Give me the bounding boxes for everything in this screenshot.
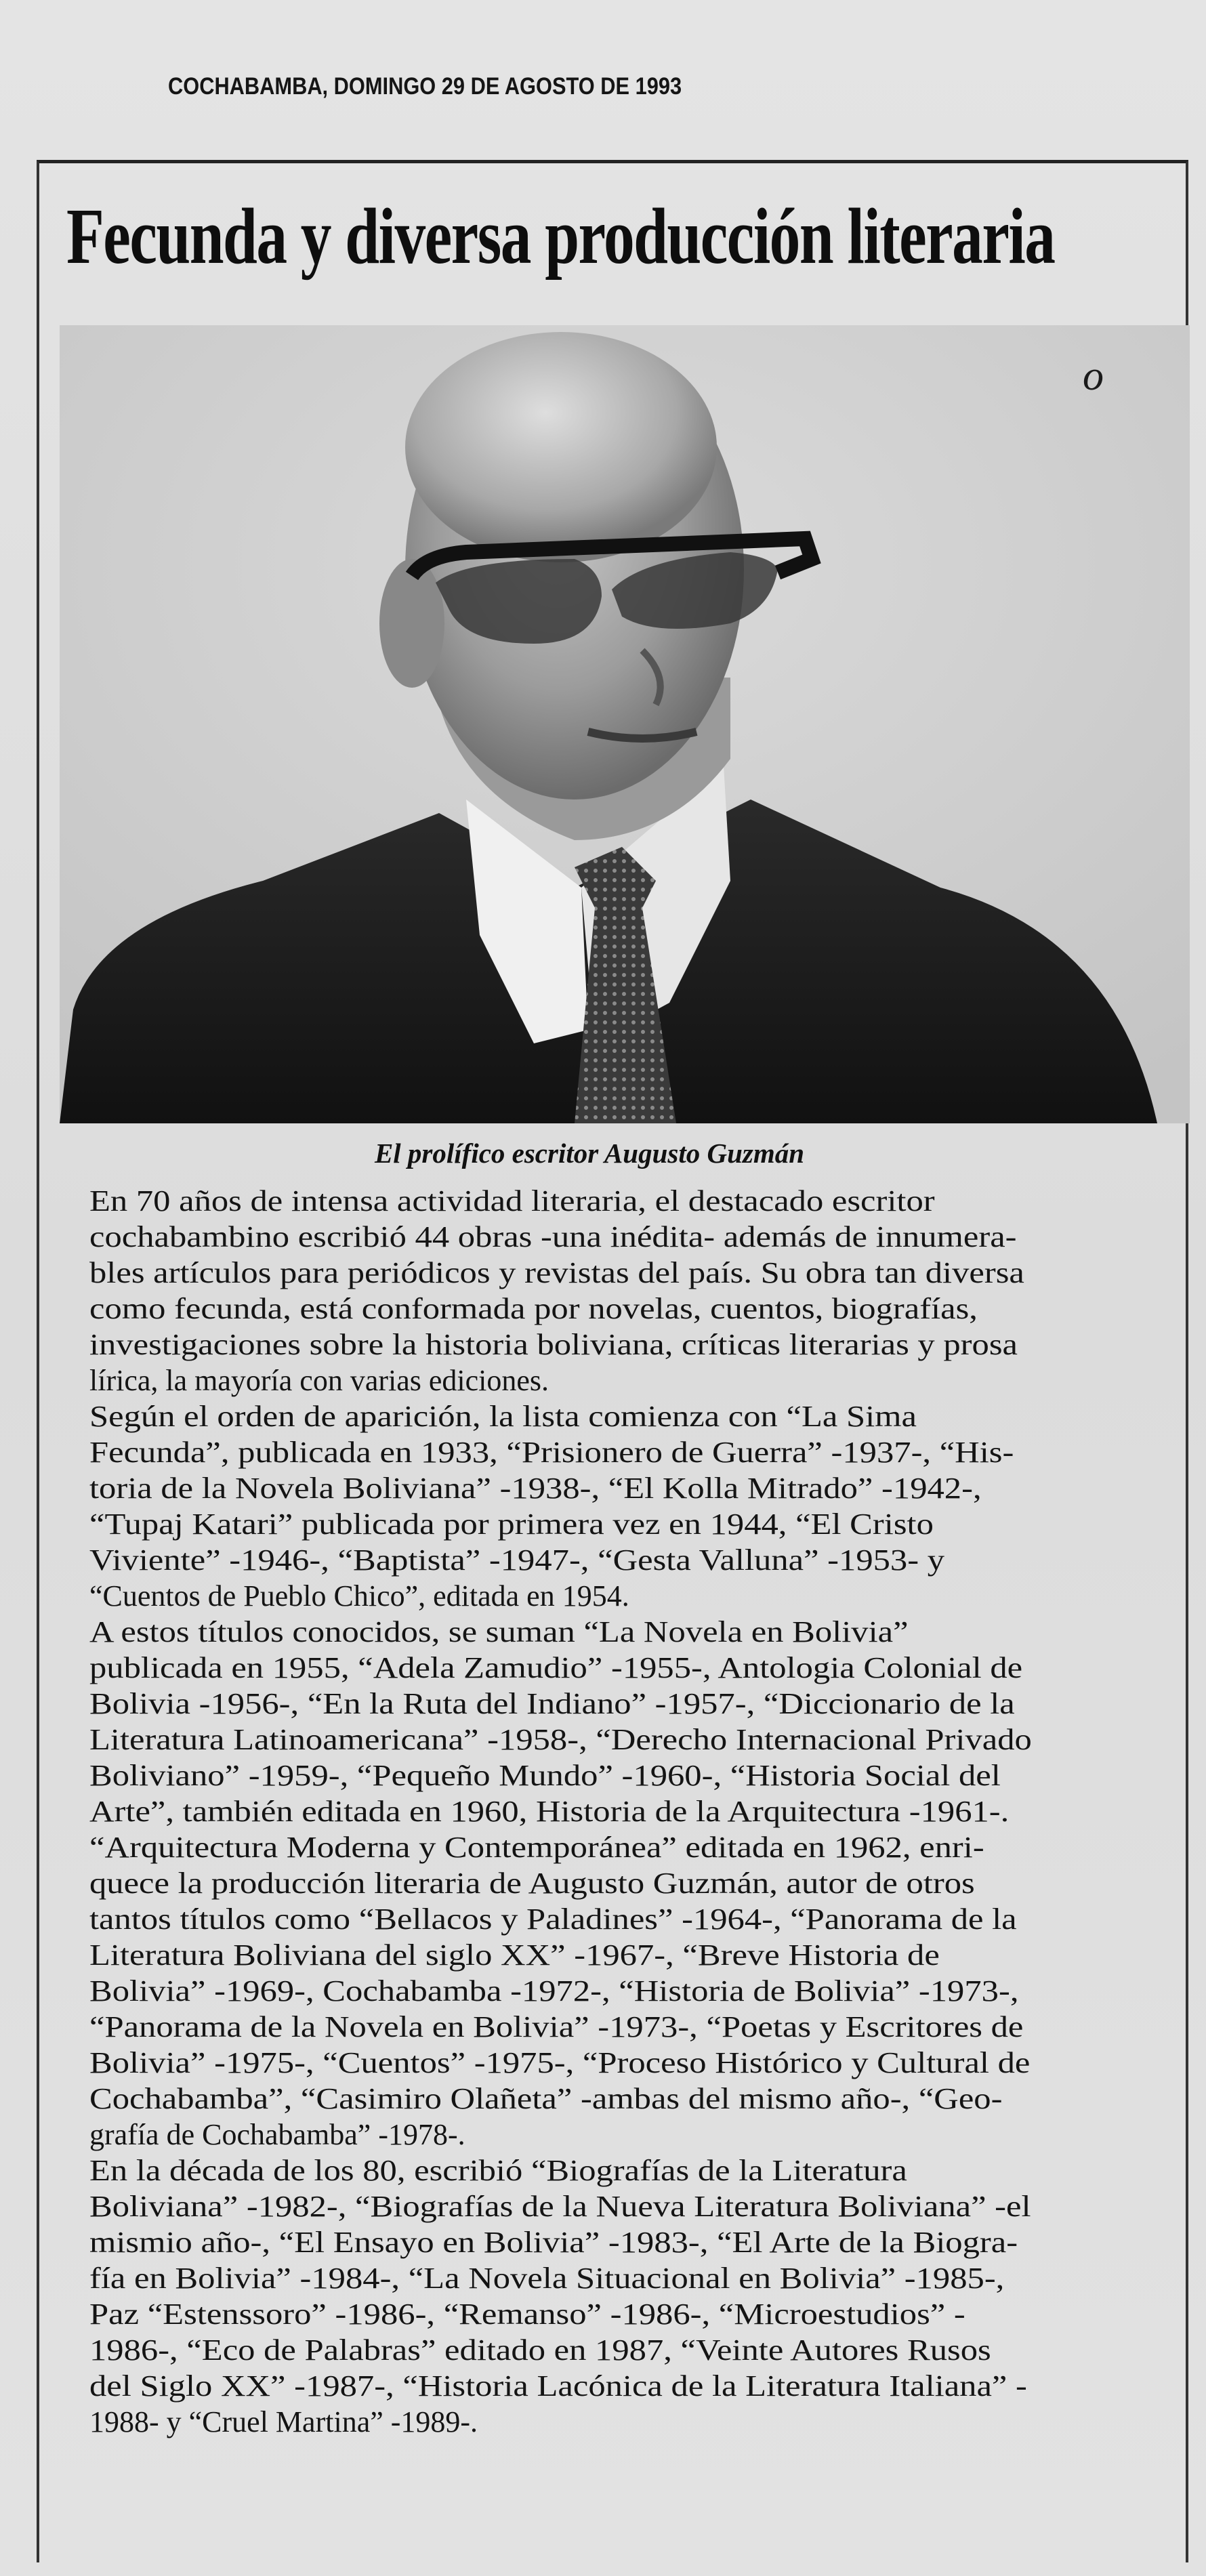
article-line: Bolivia -1956-, “En la Ruta del Indiano” -1957-, “Diccionario de la	[89, 1687, 1015, 1720]
article-line: investigaciones sobre la historia boliviana, críticas literarias y prosa	[89, 1328, 1018, 1361]
article-line: Bolivia” -1969-, Cochabamba -1972-, “Historia de Bolivia” -1973-,	[89, 1974, 1019, 2008]
article-line: cochabambino escribió 44 obras -una inédita- además de innumera-	[89, 1220, 1017, 1253]
article-line: publicada en 1955, “Adela Zamudio” -1955-, Antologia Colonial de	[89, 1651, 1023, 1684]
article-line: 1988- y “Cruel Martina” -1989-.	[89, 2405, 478, 2438]
article-line: mismio año-, “El Ensayo en Bolivia” -1983-, “El Arte de la Biogra-	[89, 2226, 1018, 2259]
article-line: quece la producción literaria de Augusto Guzmán, autor de otros	[89, 1867, 975, 1900]
article-body	[89, 1183, 1206, 2440]
article-line: Boliviana” -1982-, “Biografías de la Nueva Literatura Boliviana” -el	[89, 2190, 1031, 2223]
article-line: como fecunda, está conformada por novelas, cuentos, biografías,	[89, 1292, 978, 1325]
article-line: 1986-, “Eco de Palabras” editado en 1987, “Veinte Autores Rusos	[89, 2333, 991, 2367]
article-line: Bolivia” -1975-, “Cuentos” -1975-, “Proceso Histórico y Cultural de	[89, 2046, 1031, 2079]
article-line: del Siglo XX” -1987-, “Historia Lacónica de la Literatura Italiana” -	[89, 2369, 1027, 2403]
article-line: Literatura Latinoamericana” -1958-, “Derecho Internacional Privado	[89, 1723, 1032, 1756]
photo-mark: o	[1083, 353, 1104, 399]
article-line: tantos títulos como “Bellacos y Paladines” -1964-, “Panorama de la	[89, 1903, 1017, 1936]
dateline: COCHABAMBA, DOMINGO 29 DE AGOSTO DE 1993	[168, 73, 682, 100]
article-line: Boliviano” -1959-, “Pequeño Mundo” -1960-, “Historia Social del	[89, 1759, 1001, 1792]
photo-caption: El prolífico escritor Augusto Guzmán	[374, 1138, 805, 1169]
article-line: Arte”, también editada en 1960, Historia de la Arquitectura -1961-.	[89, 1795, 1010, 1828]
article-line: lírica, la mayoría con varias ediciones.	[89, 1364, 549, 1397]
headline: Fecunda y diversa producción literaria	[66, 192, 1055, 281]
article-line: Fecunda”, publicada en 1933, “Prisionero de Guerra” -1937-, “His-	[89, 1436, 1014, 1469]
article-line: “Arquitectura Moderna y Contemporánea” editada en 1962, enri-	[89, 1831, 984, 1864]
article-line: Cochabamba”, “Casimiro Olañeta” -ambas del mismo año-, “Geo-	[89, 2082, 1003, 2115]
article-line: fía en Bolivia” -1984-, “La Novela Situacional en Bolivia” -1985-,	[89, 2262, 1005, 2295]
article-line: “Panorama de la Novela en Bolivia” -1973-, “Poetas y Escritores de	[89, 2010, 1024, 2043]
article-line: A estos títulos conocidos, se suman “La Novela en Bolivia”	[89, 1615, 909, 1648]
article-line: toria de la Novela Boliviana” -1938-, “El Kolla Mitrado” -1942-,	[89, 1472, 982, 1505]
article-line: grafía de Cochabamba” -1978-.	[89, 2118, 465, 2151]
article-line: Viviente” -1946-, “Baptista” -1947-, “Gesta Valluna” -1953- y	[89, 1543, 945, 1577]
author-portrait-photo	[60, 325, 1190, 1123]
article-line: Según el orden de aparición, la lista comienza con “La Sima	[89, 1400, 917, 1433]
article-line: Paz “Estenssoro” -1986-, “Remanso” -1986-, “Microestudios” -	[89, 2298, 965, 2331]
article-line: “Tupaj Katari” publicada por primera vez en 1944, “El Cristo	[89, 1508, 934, 1541]
article-line: En 70 años de intensa actividad literaria, el destacado escritor	[89, 1184, 935, 1218]
article-line: En la década de los 80, escribió “Biografías de la Literatura	[89, 2154, 907, 2187]
article-line: bles artículos para periódicos y revistas del país. Su obra tan diversa	[89, 1256, 1024, 1289]
article-line: Literatura Boliviana del siglo XX” -1967-, “Breve Historia de	[89, 1938, 940, 1972]
article-line: “Cuentos de Pueblo Chico”, editada en 1954.	[89, 1579, 629, 1613]
